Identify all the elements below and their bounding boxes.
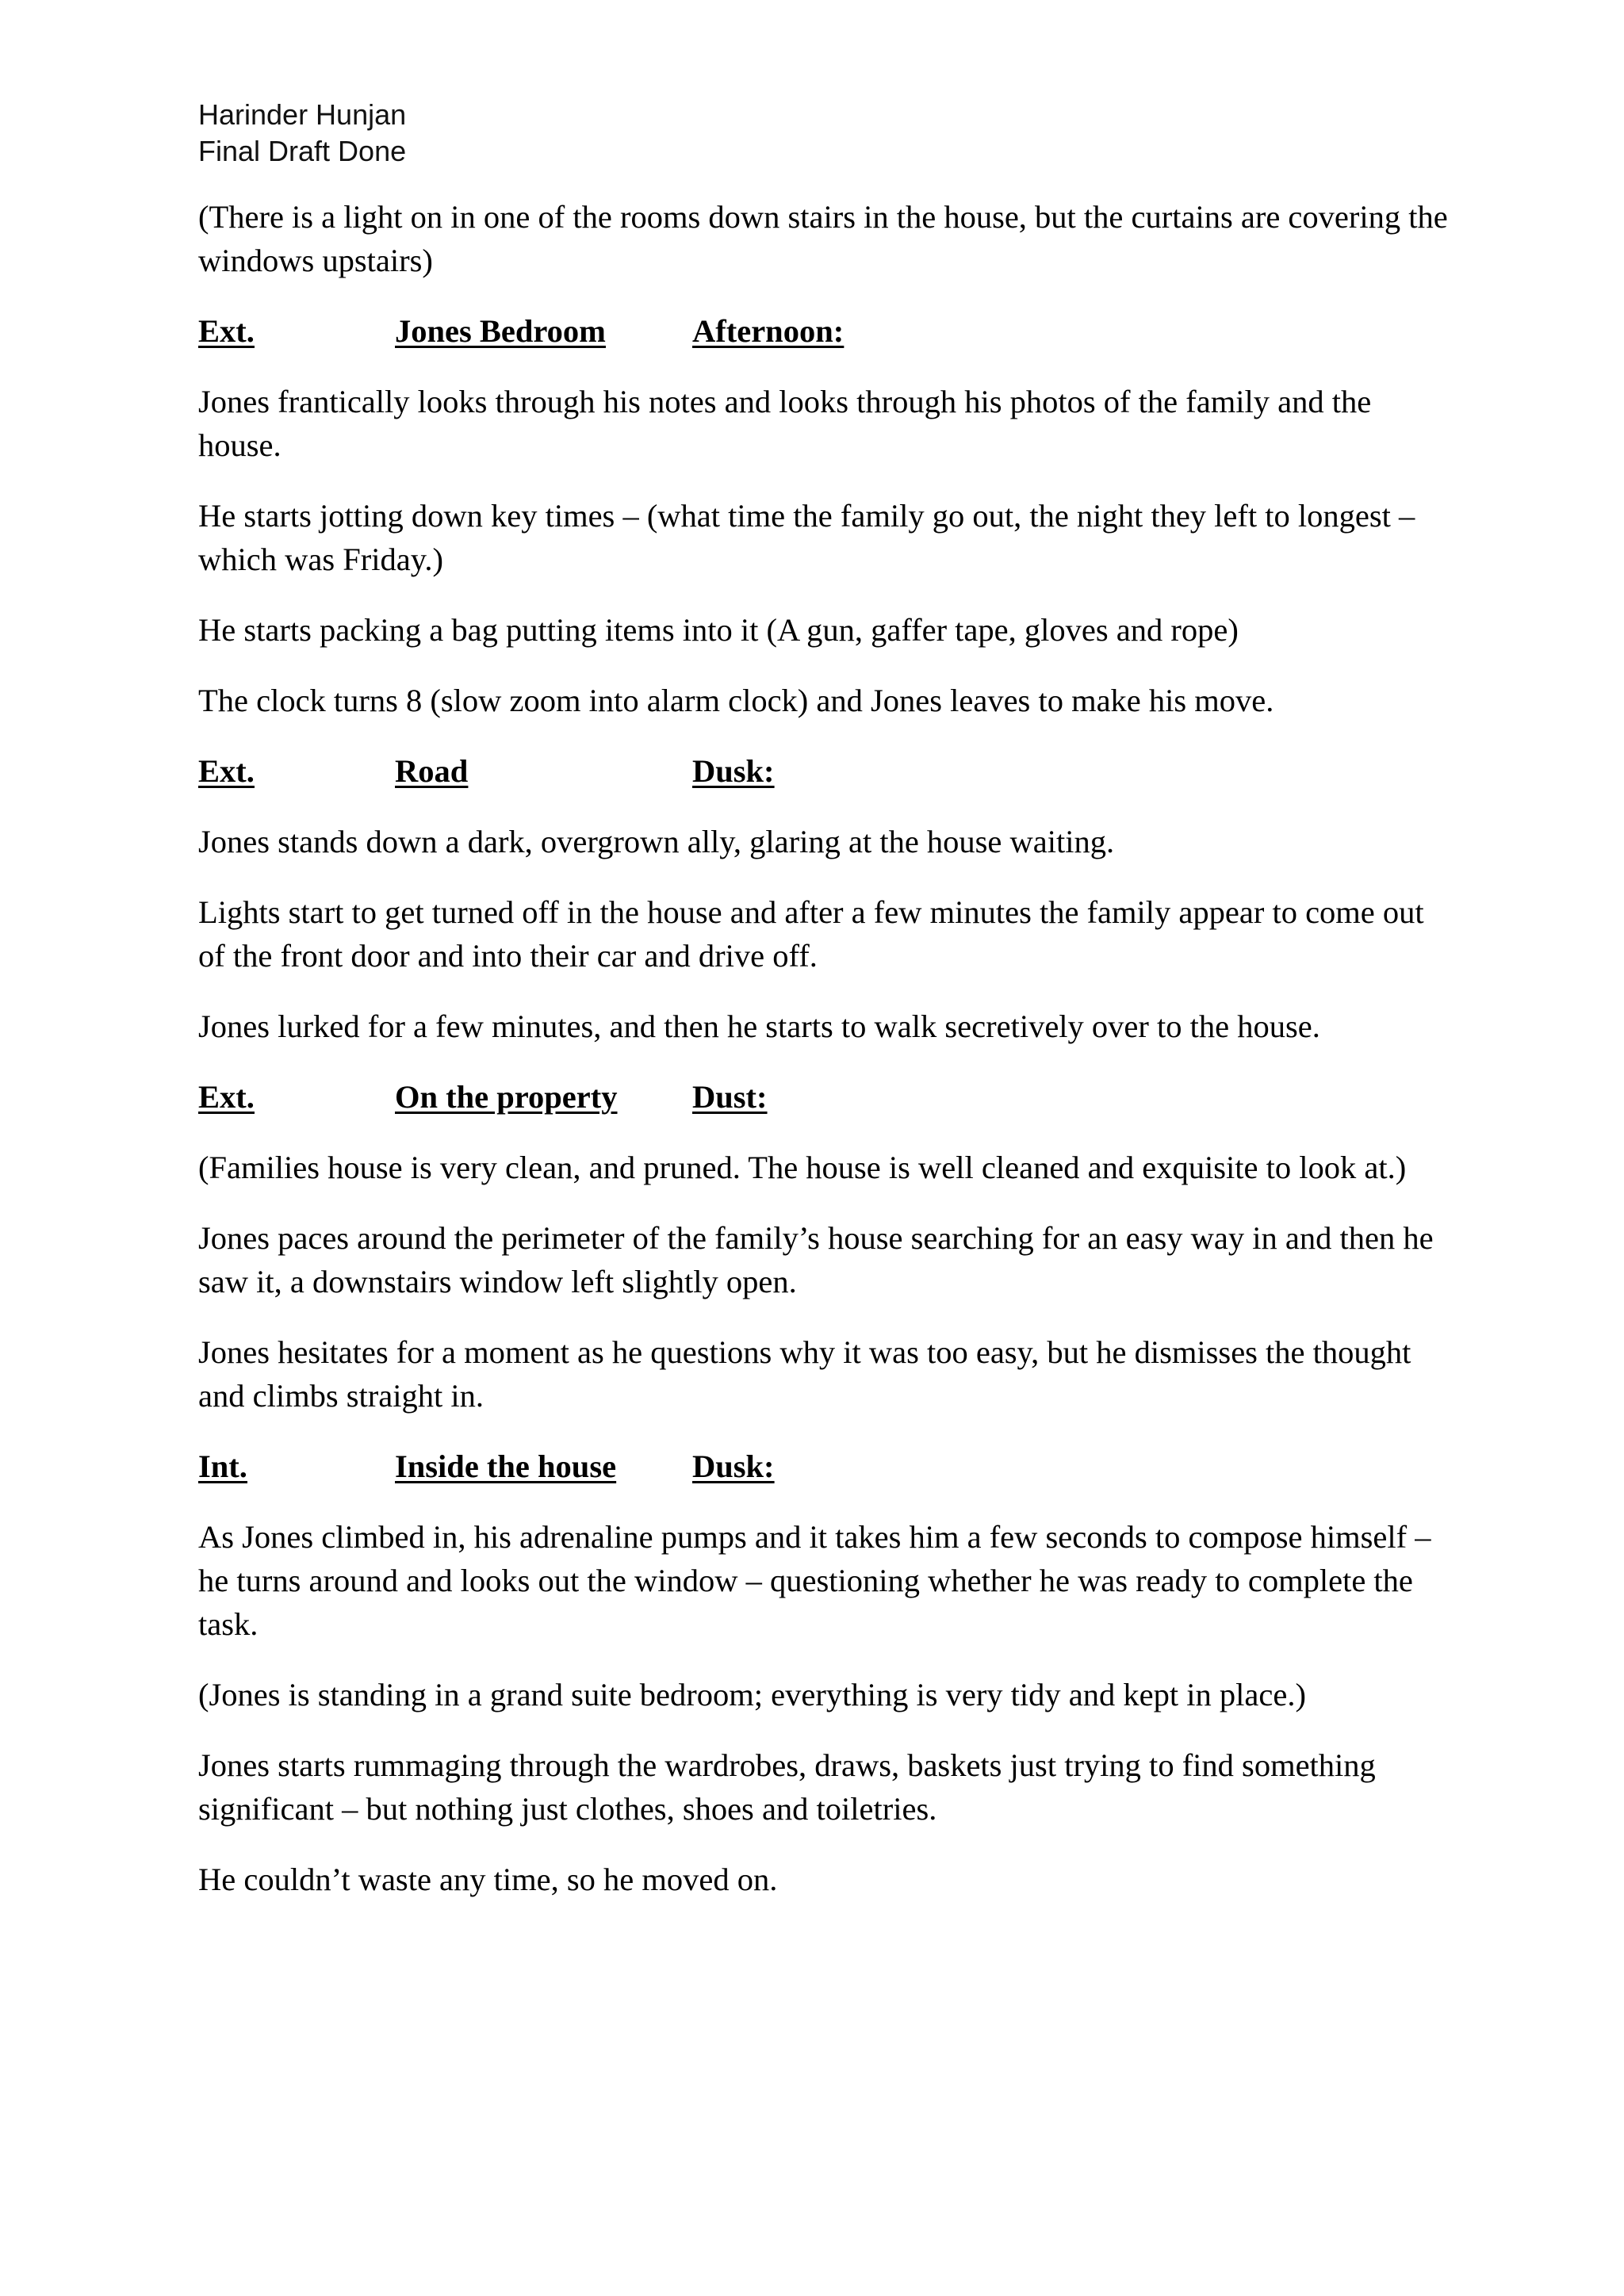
scene-type: Ext.: [198, 313, 255, 349]
paragraph: (Families house is very clean, and pruned. The house is well cleaned and exquisite to look at.): [198, 1150, 1407, 1185]
scene-heading: [198, 1075, 1451, 1119]
scene-type: Ext.: [198, 1079, 255, 1115]
paragraph: He couldn’t waste any time, so he moved on.: [198, 1862, 778, 1897]
scene-time: Dust:: [692, 1079, 768, 1115]
paragraph: Jones stands down a dark, overgrown ally, glaring at the house waiting.: [198, 824, 1115, 859]
paragraph: Lights start to get turned off in the house and after a few minutes the family appear to come out of the front door and into their car and drive off.: [198, 894, 1424, 974]
scene-location: Inside the house: [395, 1448, 617, 1484]
draft-status: Final Draft Done: [198, 135, 407, 167]
scene-time: Dusk:: [692, 1448, 775, 1484]
paragraph: Jones hesitates for a moment as he questions why it was too easy, but he dismisses the thought and climbs straight in.: [198, 1334, 1411, 1414]
scene-type: Int.: [198, 1448, 247, 1484]
paragraph: He starts jotting down key times – (what time the family go out, the night they left to longest – which was Friday.): [198, 498, 1415, 577]
scene-heading: [198, 309, 1451, 353]
scene-location: On the property: [395, 1079, 618, 1115]
scene-location: Jones Bedroom: [395, 313, 606, 349]
scene-type: Ext.: [198, 753, 255, 789]
scene-location: Road: [395, 753, 469, 789]
author-name: Harinder Hunjan: [198, 98, 407, 131]
paragraph: (Jones is standing in a grand suite bedroom; everything is very tidy and kept in place.): [198, 1677, 1306, 1712]
paragraph: (There is a light on in one of the rooms down stairs in the house, but the curtains are covering the windows upstairs): [198, 199, 1448, 278]
paragraph: Jones frantically looks through his notes and looks through his photos of the family and the house.: [198, 384, 1372, 463]
scene-time: Afternoon:: [692, 313, 845, 349]
page-header: [198, 97, 406, 170]
paragraph: Jones starts rummaging through the wardrobes, draws, baskets just trying to find something significant – but nothing just clothes, shoes and toiletries.: [198, 1747, 1376, 1827]
script-body: [198, 195, 1451, 1928]
scene-heading: [198, 749, 1451, 793]
paragraph: As Jones climbed in, his adrenaline pumps and it takes him a few seconds to compose himself – he turns around and looks out the window – questioning whether he was ready to complete the task.: [198, 1519, 1431, 1642]
paragraph: The clock turns 8 (slow zoom into alarm clock) and Jones leaves to make his move.: [198, 683, 1274, 718]
scene-heading: [198, 1445, 1451, 1488]
paragraph: Jones lurked for a few minutes, and then he starts to walk secretively over to the house.: [198, 1008, 1320, 1044]
paragraph: He starts packing a bag putting items into it (A gun, gaffer tape, gloves and rope): [198, 612, 1239, 648]
scene-time: Dusk:: [692, 753, 775, 789]
paragraph: Jones paces around the perimeter of the family’s house searching for an easy way in and then he saw it, a downstairs window left slightly open.: [198, 1220, 1434, 1299]
